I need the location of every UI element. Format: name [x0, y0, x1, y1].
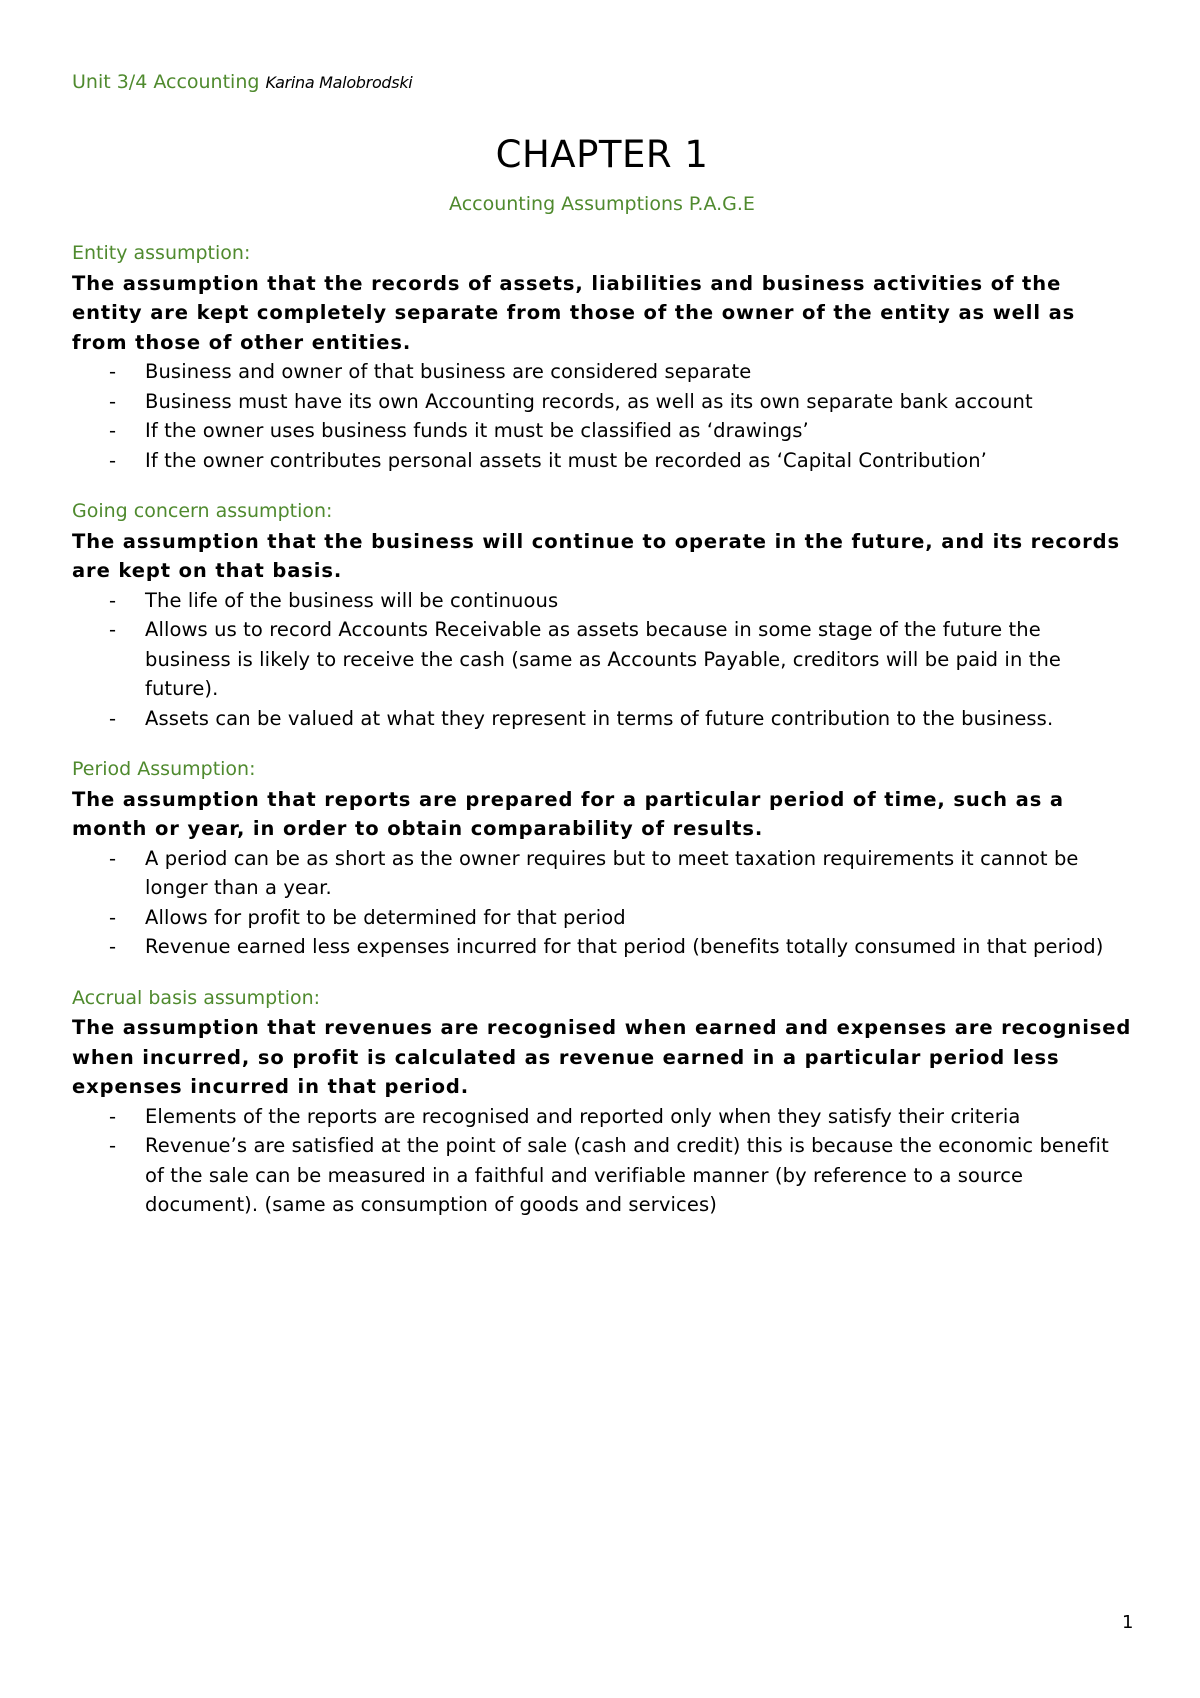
list-item-text: If the owner contributes personal assets it must be recorded as ‘Capital Contribution’ [145, 448, 987, 472]
list-item: - Assets can be valued at what they represent in terms of future contribution to the business. [109, 706, 1054, 730]
list-item: - The life of the business will be continuous [109, 588, 559, 612]
section-definition: The assumption that the business will continue to operate in the future, and its records are kept on that basis. [72, 529, 1120, 582]
section-definition: The assumption that revenues are recognised when earned and expenses are recognised when incurred, so profit is calculated as revenue earned in a particular period less expenses incurred in that period. [72, 1016, 1132, 1098]
section-accrual [72, 984, 1132, 1220]
list-item: - If the owner uses business funds it must be classified as ‘drawings’ [109, 419, 809, 442]
author-name: Karina Malobrodski [265, 73, 413, 92]
list-item: - Allows for profit to be determined for that period [109, 905, 626, 929]
document-header [72, 70, 1132, 95]
section-title: Accrual basis assumption: [72, 986, 321, 1009]
section-definition: The assumption that the records of assets, liabilities and business activities of the entity are kept completely separate from those of the owner of the entity as well as from those of other entities. [72, 271, 1076, 354]
chapter-title: CHAPTER 1 [495, 133, 709, 176]
list-item: - Business and owner of that business are considered separate [109, 360, 752, 383]
bullet-list [72, 844, 1132, 962]
list-item-text: Allows us to record Accounts Receivable as assets because in some stage of the future the business is likely to receive the cash (same as Accounts Payable, creditors will be paid in the future). [145, 618, 1062, 700]
list-item-text: Business must have its own Accounting records, as well as its own separate bank account [145, 389, 1033, 413]
bullet-list [72, 586, 1132, 734]
list-item-text: Business and owner of that business are considered separate [145, 360, 752, 383]
bullet-list [72, 357, 1132, 475]
list-item-text: Revenue’s are satisfied at the point of sale (cash and credit) this is because the economic benefit of the sale can be measured in a faithful and verifiable manner (by reference to a source document). (same as consumption of goods and services) [145, 1134, 1109, 1216]
list-item-text: Elements of the reports are recognised and reported only when they satisfy their criteria [145, 1104, 1021, 1128]
section-title: Entity assumption: [72, 242, 251, 264]
list-item: - Elements of the reports are recognised and reported only when they satisfy their criteria [109, 1104, 1021, 1128]
list-item-text: Revenue earned less expenses incurred for that period (benefits totally consumed in that period) [145, 935, 1104, 958]
list-item-text: Assets can be valued at what they represent in terms of future contribution to the business. [145, 706, 1054, 730]
section-entity [72, 239, 1132, 475]
list-item-text: If the owner uses business funds it must be classified as ‘drawings’ [145, 419, 809, 442]
list-item: - Business must have its own Accounting records, as well as its own separate bank account [109, 389, 1033, 413]
list-item: - Revenue’s are satisfied at the point of sale (cash and credit) this is because the economic benefit of the sale can be measured in a faithful and verifiable manner (by reference to a source document). (same as consumption of goods and services) [109, 1134, 1109, 1216]
list-item-text: The life of the business will be continuous [145, 588, 559, 612]
page-number: 1 [1122, 1612, 1134, 1633]
bullet-list [72, 1102, 1132, 1220]
list-item-text: Allows for profit to be determined for that period [145, 905, 626, 929]
section-title: Going concern assumption: [72, 500, 333, 522]
section-title: Period Assumption: [72, 758, 256, 780]
section-period [72, 755, 1132, 962]
section-going-concern [72, 497, 1132, 733]
course-title: Unit 3/4 Accounting [72, 71, 260, 93]
chapter-subtitle: Accounting Assumptions P.A.G.E [449, 193, 755, 215]
list-item: - Revenue earned less expenses incurred for that period (benefits totally consumed in that period) [109, 935, 1104, 958]
list-item: - A period can be as short as the owner requires but to meet taxation requirements it cannot be longer than a year. [109, 846, 1079, 899]
list-item: - Allows us to record Accounts Receivable as assets because in some stage of the future the business is likely to receive the cash (same as Accounts Payable, creditors will be paid in the future). [109, 618, 1062, 700]
list-item: - If the owner contributes personal assets it must be recorded as ‘Capital Contribution’ [109, 448, 987, 472]
list-item-text: A period can be as short as the owner requires but to meet taxation requirements it cannot be longer than a year. [145, 846, 1079, 899]
section-definition: The assumption that reports are prepared for a particular period of time, such as a month or year, in order to obtain comparability of results. [72, 787, 1064, 840]
document-page [72, 70, 1132, 1220]
